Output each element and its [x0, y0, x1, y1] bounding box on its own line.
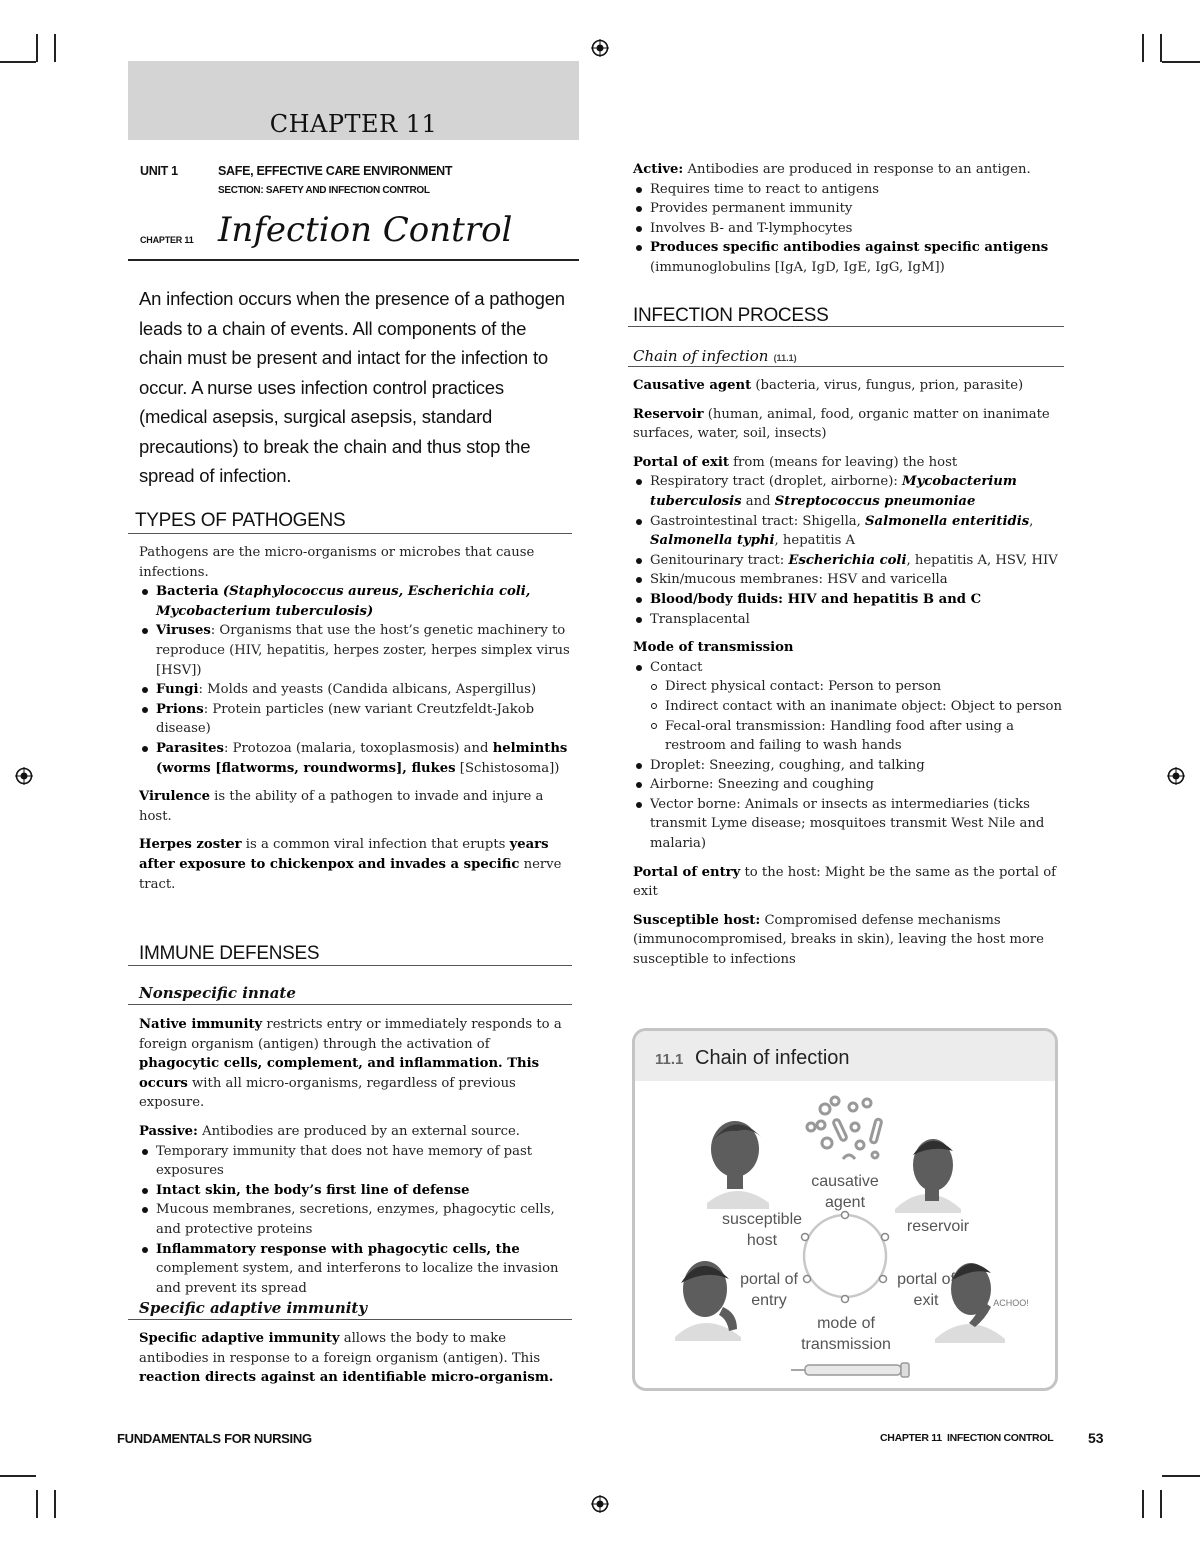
person-susceptible-host-icon — [707, 1121, 769, 1209]
specific-block — [139, 1329, 571, 1397]
chapter-label: CHAPTER 11 — [269, 110, 438, 138]
subheading-specific-adaptive: Specific adaptive immunity — [139, 1299, 368, 1317]
chapter-number-small: CHAPTER 11 — [140, 235, 194, 245]
chain-block — [633, 376, 1065, 979]
section-rule — [128, 965, 572, 966]
list-item: Droplet: Sneezing, coughing, and talking — [633, 756, 1065, 776]
page-title: Infection Control — [218, 210, 513, 250]
section-heading-immune-defenses: IMMUNE DEFENSES — [139, 943, 320, 964]
list-item: Viruses: Organisms that use the host’s genetic machinery to reproduce (HIV, hepatitis, herpes zoster, herpes simplex virus [HSV]) — [139, 621, 571, 680]
list-item: Direct physical contact: Person to person — [633, 677, 1065, 697]
unit-title: SAFE, EFFECTIVE CARE ENVIRONMENT — [218, 164, 453, 178]
list-item: Prions: Protein particles (new variant Creutzfeldt-Jakob disease) — [139, 700, 571, 739]
figure-title: Chain of infection — [695, 1047, 850, 1069]
entry-paragraph: Portal of entry to the host: Might be the same as the portal of exit — [633, 864, 1057, 900]
title-rule — [128, 259, 579, 261]
list-item: Fecal-oral transmission: Handling food after using a restroom and failing to wash hands — [633, 717, 1065, 756]
subsection-rule — [128, 1319, 572, 1320]
list-item: Respiratory tract (droplet, airborne): Mycobacterium tuberculosis and Streptococcus pneumoniae — [633, 472, 1065, 511]
list-item: Produces specific antibodies against specific antigens (immunoglobulins [IgA, IgD, IgE, IgG, IgM]) — [633, 238, 1063, 277]
list-item: Skin/mucous membranes: HSV and varicella — [633, 570, 1065, 590]
subheading-chain-of-infection: Chain of infection (11.1) — [633, 347, 797, 365]
native-paragraph: Native immunity restricts entry or immediately responds to a foreign organism (antigen) through the activation of phagocytic cells, complement, and inflammation. This occurs with all micro-organisms, regardless of previous exposure. — [139, 1017, 562, 1111]
list-item: Involves B- and T-lymphocytes — [633, 219, 1063, 239]
microbes-icon — [807, 1097, 882, 1159]
list-item: Indirect contact with an inanimate object: Object to person — [633, 697, 1065, 717]
list-item: Parasites: Protozoa (malaria, toxoplasmosis) and helminths (worms [flatworms, roundworms], flukes [Schistosoma]) — [139, 739, 571, 778]
label-susceptible-host: susceptible host — [721, 1211, 803, 1249]
list-item: Fungi: Molds and yeasts (Candida albicans, Aspergillus) — [139, 680, 571, 700]
label-portal-of-entry: portal of entry — [740, 1271, 798, 1309]
active-list — [633, 180, 1063, 278]
section-title: SECTION: SAFETY AND INFECTION CONTROL — [218, 185, 430, 196]
pathogens-list — [139, 582, 571, 778]
list-item: Blood/body fluids: HIV and hepatitis B and C — [633, 590, 1065, 610]
registration-mark-icon — [15, 767, 33, 785]
list-item: Transplacental — [633, 610, 1065, 630]
section-heading-types-of-pathogens: TYPES OF PATHOGENS — [135, 510, 346, 531]
pathogens-block — [139, 543, 571, 903]
list-item: Provides permanent immunity — [633, 199, 1063, 219]
intro-paragraph: An infection occurs when the presence of a pathogen leads to a chain of events. All components of the chain must be present and intact for the infection to occur. A nurse uses infection control practices (medical asepsis, surgical asepsis, standard precautions) to break the chain and thus stop the spread of infection. — [139, 288, 565, 486]
host-paragraph: Susceptible host: Compromised defense mechanisms (immunocompromised, breaks in skin), leaving the host more susceptible to infections — [633, 912, 1044, 968]
pathogens-intro: Pathogens are the micro-organisms or microbes that cause infections. — [139, 545, 535, 580]
label-sneeze: ACHOO! — [993, 1298, 1029, 1308]
reservoir-paragraph: Reservoir (human, animal, food, organic matter on inanimate surfaces, water, soil, insects) — [633, 406, 1050, 442]
section-rule — [628, 326, 1064, 327]
exit-paragraph: Portal of exit from (means for leaving) the host — [633, 454, 958, 470]
section-rule — [128, 533, 572, 534]
mode-heading: Mode of transmission — [633, 640, 794, 656]
active-block — [633, 160, 1063, 278]
list-item: Bacteria (Staphylococcus aureus, Escherichia coli, Mycobacterium tuberculosis) — [139, 582, 571, 621]
page-number: 53 — [1088, 1430, 1104, 1446]
passive-list — [139, 1142, 571, 1299]
list-item: Airborne: Sneezing and coughing — [633, 775, 1065, 795]
footer-book-title: FUNDAMENTALS FOR NURSING — [117, 1431, 312, 1446]
label-reservoir: reservoir — [906, 1218, 970, 1235]
exit-list — [633, 472, 1065, 629]
list-item: Gastrointestinal tract: Shigella, Salmonella enteritidis, Salmonella typhi, hepatitis A — [633, 512, 1065, 551]
virulence-paragraph: Virulence is the ability of a pathogen to invade and injure a host. — [139, 789, 544, 824]
unit-label: UNIT 1 — [140, 164, 178, 178]
list-item: Requires time to react to antigens — [633, 180, 1063, 200]
syringe-icon — [791, 1363, 909, 1377]
list-item: Inflammatory response with phagocytic cells, the complement system, and interferons to localize the invasion and prevent its spread — [139, 1240, 571, 1299]
mode-list — [633, 658, 1065, 854]
active-paragraph: Active: Antibodies are produced in response to an antigen. — [633, 162, 1031, 177]
subsection-rule — [128, 1004, 572, 1005]
footer-running-head: CHAPTER 11 INFECTION CONTROL — [880, 1432, 1054, 1444]
label-portal-of-exit: portal of exit — [897, 1271, 955, 1309]
figure-chain-of-infection — [632, 1028, 1058, 1391]
label-mode-of-transmission: mode of transmission — [801, 1315, 891, 1353]
list-item: Temporary immunity that does not have memory of past exposures — [139, 1142, 571, 1181]
specific-paragraph: Specific adaptive immunity allows the body to make antibodies in response to a foreign organism (antigen). This reaction directs against an identifiable micro-organism. — [139, 1331, 554, 1386]
passive-paragraph: Passive: Antibodies are produced by an external source. — [139, 1123, 520, 1139]
herpes-paragraph: Herpes zoster is a common viral infection that erupts years after exposure to chickenpox and invades a specific nerve tract. — [139, 837, 562, 892]
immune-block — [139, 1015, 571, 1298]
registration-mark-icon — [591, 1495, 609, 1513]
subheading-nonspecific-innate: Nonspecific innate — [139, 984, 296, 1002]
list-item: Contact — [633, 658, 1065, 678]
subsection-rule — [628, 366, 1064, 367]
label-causative-agent: causative agent — [811, 1173, 879, 1211]
causative-paragraph: Causative agent (bacteria, virus, fungus, prion, parasite) — [633, 378, 1024, 393]
list-item: Vector borne: Animals or insects as intermediaries (ticks transmit Lyme disease; mosquitoes transmit West Nile and malaria) — [633, 795, 1065, 854]
figure-number: 11.1 — [655, 1051, 684, 1068]
list-item: Genitourinary tract: Escherichia coli, hepatitis A, HSV, HIV — [633, 551, 1065, 571]
person-reservoir-icon — [895, 1139, 961, 1213]
section-heading-infection-process: INFECTION PROCESS — [633, 305, 829, 326]
registration-mark-icon — [591, 39, 609, 57]
list-item: Intact skin, the body’s first line of defense — [139, 1181, 571, 1201]
list-item: Mucous membranes, secretions, enzymes, phagocytic cells, and protective proteins — [139, 1200, 571, 1239]
registration-mark-icon — [1167, 767, 1185, 785]
